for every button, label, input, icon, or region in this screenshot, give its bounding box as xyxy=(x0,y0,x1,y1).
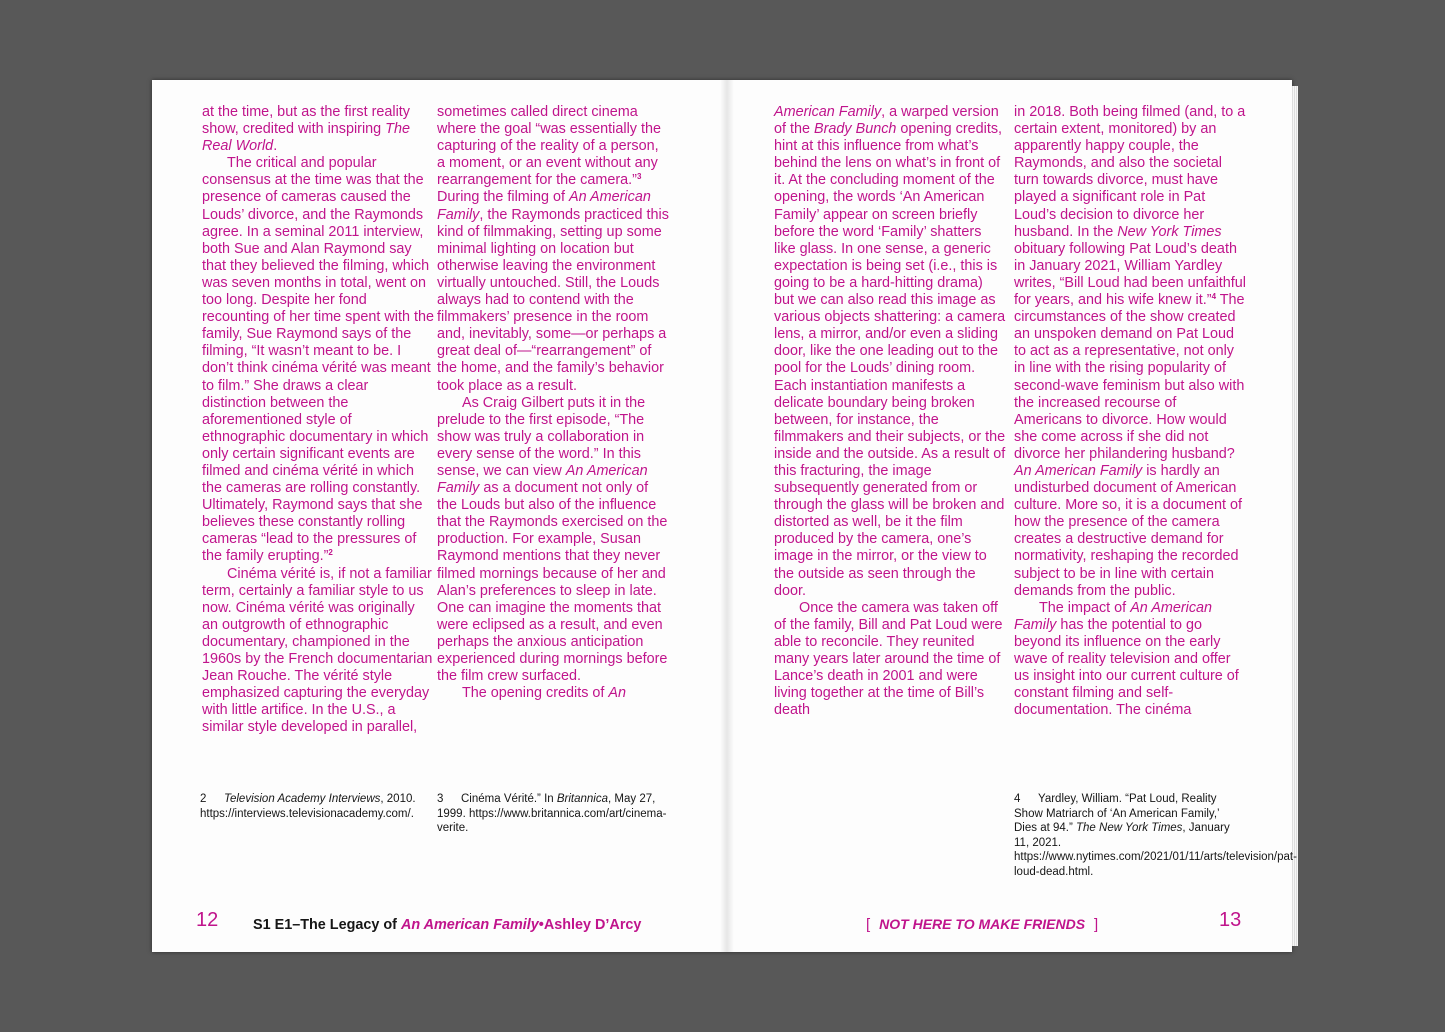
separator-dot: • xyxy=(538,917,544,933)
italic-title: An American Family xyxy=(1014,599,1213,633)
text: The opening credits of xyxy=(462,685,609,702)
footnote-text: , May 27, 1999. https://www.britannica.com/art/cinema-verite. xyxy=(437,793,667,835)
text: . xyxy=(273,138,278,155)
text: in 2018. Both being filmed (and, to a certain extent, monitored) by an apparently happy couple, the Raymonds, and also the societal turn towards divorce, must have played a significant role in Pat Loud’s decision to divorce her husband. In the xyxy=(1014,104,1246,240)
footnote-text: Yardley, William. “Pat Loud, Reality Show Matriarch of ‘An American Family,’ Dies at 94.” xyxy=(1014,793,1220,835)
footnote-marker: 3 xyxy=(636,172,642,182)
text: The circumstances of the show created an unspoken demand on Pat Loud to act as a representative, not only in line with the rising popularity of second-wave feminism but also with the increased recourse of Americans to divorce. How would she come across if she did not divorce her philandering husband? xyxy=(1014,292,1245,462)
footnote-3 xyxy=(437,792,667,836)
author-name: Ashley D’Arcy xyxy=(543,917,642,933)
text: , the Raymonds practiced this kind of filmmaking, setting up some minimal lighting on location but otherwise leaving the environment virtually untouched. Still, the Louds always had to contend with the filmmakers’ presence in the room and, inevitably, some—or perhaps a great deal of—“rearrangement” of the home, and the family’s behavior took place as a result. xyxy=(437,206,669,394)
right-page-column-2 xyxy=(1014,104,1246,719)
book-title: An American Family xyxy=(400,917,539,933)
paragraph xyxy=(202,566,434,737)
italic-title: An American Family xyxy=(1014,462,1143,479)
paragraph xyxy=(202,104,434,155)
page-number-left: 12 xyxy=(196,909,219,931)
italic-title: The New York Times xyxy=(1076,822,1183,835)
italic-title: American Family xyxy=(774,104,882,120)
series-title: NOT HERE TO MAKE FRIENDS xyxy=(879,916,1086,932)
paragraph xyxy=(774,104,1006,600)
right-page-column-1 xyxy=(774,104,1006,719)
footnote-number: 4 xyxy=(1014,793,1021,805)
text: As Craig Gilbert puts it in the prelude to the first episode, “The show was truly a collaboration in every sense of the word.” In this sense, we can view xyxy=(437,394,646,479)
paragraph xyxy=(437,104,669,395)
footnote-text: , 2010. https://interviews.televisionacademy.com/. xyxy=(200,793,416,820)
text: has the potential to go beyond its influence on the early wave of reality television and offer us insight into our current culture of constant filming and self-documentation. The cinéma xyxy=(1014,616,1239,719)
italic-title: Television Academy Interviews xyxy=(224,793,381,805)
text: opening credits, hint at this influence from what’s behind the lens on what’s in front of it. At the concluding moment of the opening, the words ‘An American Family’ appear on screen briefly before the word ‘Family’ shatters like glass. In one sense, a generic expectation is being set (i.e., this is going to be a hard-hitting drama) but we can also read this image as various objects shattering: a camera lens, a mirror, and/or even a sliding door, like the one leading out to the pool for the Louds’ dining room. Each instantiation manifests a delicate boundary being broken between, for instance, the filmmakers and their subjects, or the inside and the outside. As a result of this fracturing, the image subsequently generated from or through the glass will be broken and distorted as well, be it the film produced by the camera, one’s image in the mirror, or the view to the outside as seen through the door. xyxy=(774,121,1006,599)
footnote-2 xyxy=(200,792,430,821)
page-edges xyxy=(1292,86,1298,946)
italic-title: Brady Bunch xyxy=(814,121,897,138)
left-page-column-1 xyxy=(202,104,434,736)
page-number-right: 13 xyxy=(1219,909,1242,931)
running-footer-left xyxy=(253,917,641,933)
text: The critical and popular consensus at the time was that the presence of cameras caused the Louds’ divorce, and the Raymonds agree. In a seminal 2011 interview, both Sue and Alan Raymond say that they believed the filming, which was seven months in total, went on too long. Despite her fond recounting of her time spent with the family, Sue Raymond says of the filming, “It wasn’t meant to be. I don’t think cinéma vérité was meant to film.” She draws a clear distinction between the aforementioned style of ethnographic documentary in which only certain significant events are filmed and cinéma vérité in which the cameras are rolling constantly. Ultimately, Raymond says that she believes these constantly rolling cameras “lead to the pressures of the family erupting.” xyxy=(202,155,434,565)
footnote-marker: 2 xyxy=(328,548,333,558)
italic-title: An American Family xyxy=(437,189,651,223)
paragraph xyxy=(1014,104,1246,600)
text: at the time, but as the first reality show, credited with inspiring xyxy=(202,104,410,138)
footnote-text: , January 11, 2021. https://www.nytimes.com/2021/01/11/arts/television/pat-loud-dead.html. xyxy=(1014,822,1297,878)
footnote-number: 3 xyxy=(437,793,444,805)
bracket-open: [ xyxy=(866,916,871,933)
running-footer-right xyxy=(866,916,1098,933)
text: Once the camera was taken off of the family, Bill and Pat Loud were able to reconcile. They reunited many years later around the time of Lance’s death in 2001 and were living together at the time of Bill’s death xyxy=(774,599,1003,719)
italic-title: An American Family xyxy=(437,462,648,497)
text: , a warped version of the xyxy=(774,104,999,138)
paragraph xyxy=(202,155,434,565)
text: The impact of xyxy=(1039,599,1131,616)
paragraph xyxy=(437,395,669,686)
italic-title: An xyxy=(608,685,627,702)
footnote-4 xyxy=(1014,792,1297,880)
text: Cinéma vérité is, if not a familiar term, certainly a familiar style to us now. Cinéma vérité was originally an outgrowth of ethnographic documentary, championed in the 1960s by the French documentarian Jean Rouche. The vérité style emphasized capturing the everyday with little artifice. In the U.S., a similar style developed in parallel, xyxy=(202,565,433,736)
italic-title: Britannica xyxy=(556,793,609,805)
italic-title: New York Times xyxy=(1117,223,1222,240)
footnote-text: Cinéma Vérité.” In xyxy=(461,793,557,805)
left-page-column-2 xyxy=(437,104,669,702)
bracket-close: ] xyxy=(1094,916,1099,933)
paragraph xyxy=(437,685,669,702)
episode-label: S1 E1–The Legacy of xyxy=(253,917,401,933)
paragraph xyxy=(1014,600,1246,720)
text: obituary following Pat Loud’s death in January 2021, William Yardley writes, “Bill Loud had been unfaithful for years, and his wife knew it.” xyxy=(1014,240,1246,309)
book-spread xyxy=(152,80,1297,952)
paragraph xyxy=(774,600,1006,720)
text: During the filming of xyxy=(437,189,569,206)
text: as a document not only of the Louds but also of the influence that the Raymonds exercised on the production. For example, Susan Raymond mentions that they never filmed mornings because of her and Alan’s preferences to sleep in late. One can imagine the moments that were eclipsed as a result, and even perhaps the anxious anticipation experienced during mornings before the film crew surfaced. xyxy=(437,480,668,685)
footnote-marker: 4 xyxy=(1211,292,1217,302)
footnote-number: 2 xyxy=(200,793,207,805)
text: sometimes called direct cinema where the goal “was essentially the capturing of the reality of a person, a moment, or an event without any rearrangement for the camera.” xyxy=(437,104,661,189)
italic-title: The Real World xyxy=(202,121,410,155)
text: is hardly an undisturbed document of American culture. More so, it is a document of how the presence of the camera creates a destructive demand for normativity, reshaping the recorded subject to be in line with certain demands from the public. xyxy=(1014,462,1242,599)
book-gutter xyxy=(720,80,734,952)
